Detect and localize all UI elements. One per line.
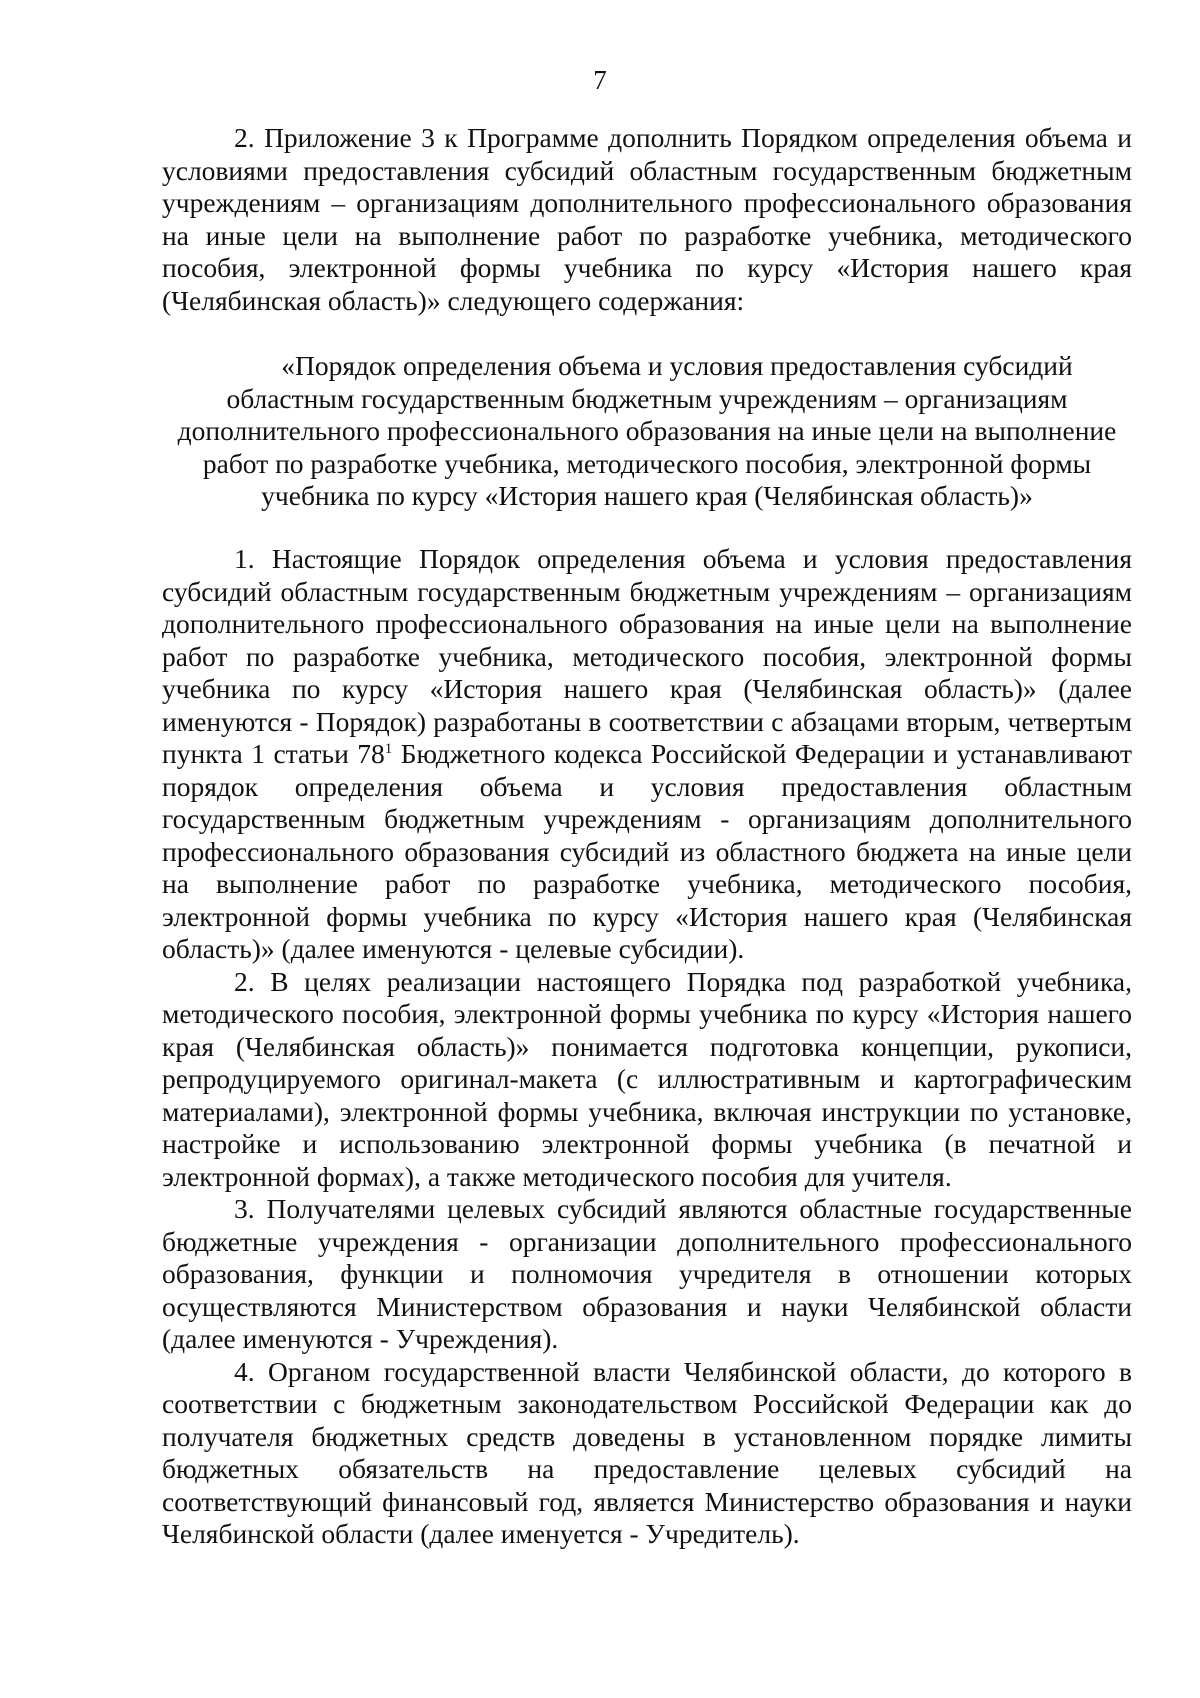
section-1-text-start: 1. Настоящие Порядок определения объема и условия предоставления субсидий областным государственным бюджетным учреждениям – организациям дополнительного профессионального образования на иные цели на выполнение работ по разработке учебника, методического пособия, электронной формы учебника по курсу «История нашего края (Челябинская область)» (далее именуются - Порядок) разработаны в соответствии с абзацами вторым, четвертым пункта 1 статьи 78 [162,543,1132,769]
title-line: работ по разработке учебника, методического пособия, электронной формы [202,447,1092,479]
intro-paragraph: 2. Приложение 3 к Программе дополнить Порядком определения объема и условиями предоставления субсидий областным государственным бюджетным учреждениям – организациям дополнительного профессионального образования на иные цели на выполнение работ по разработке учебника, методического пособия, электронной формы учебника по курсу «История нашего края (Челябинская область)» следующего содержания: [162,122,1132,316]
intro-section [162,122,1132,317]
title-line: учебника по курсу «История нашего края (Челябинская область)» [261,480,1033,511]
procedure-sections [162,543,1132,1551]
section-1-text-end: Бюджетного кодекса Российской Федерации и устанавливают порядок определения объема и условия предоставления областным государственным бюджетным учреждениям - организациям дополнительного профессионального образования субсидий из областного бюджета на иные цели на выполнение работ по разработке учебника, методического пособия, электронной формы учебника по курсу «История нашего края (Челябинская область)» (далее именуются - целевые субсидии). [162,738,1132,964]
section-paragraph-2: 2. В целях реализации настоящего Порядка под разработкой учебника, методического пособия, электронной формы учебника по курсу «История нашего края (Челябинская область)» понимается подготовка концепции, рукописи, репродуцируемого оригинал-макета (с иллюстративным и картографическим материалами), электронной формы учебника, включая инструкции по установке, настройке и использованию электронной формы учебника (в печатной и электронной формах), а также методического пособия для учителя. [162,965,1132,1192]
section-paragraph-3: 3. Получателями целевых субсидий являются областные государственные бюджетные учреждения - организации дополнительного профессионального образования, функции и полномочия учредителя в отношении которых осуществляются Министерством образования и науки Челябинской области (далее именуются - Учреждения). [162,1193,1132,1354]
title-line: дополнительного профессионального образования на иные цели на выполнение [177,415,1117,446]
article-superscript: 1 [384,740,393,757]
section-paragraph-1 [162,543,1132,966]
title-line: областным государственным бюджетным учреждениям – организациям [226,382,1068,414]
page-number: 7 [593,65,607,95]
section-paragraph-4: 4. Органом государственной власти Челябинской области, до которого в соответствии с бюджетным законодательством Российской Федерации как до получателя бюджетных средств доведены в установленном порядке лимиты бюджетных обязательств на предоставление целевых субсидий на соответствующий финансовый год, является Министерство образования и науки Челябинской области (далее именуется - Учредитель). [162,1355,1132,1549]
procedure-title [162,350,1132,513]
title-line: «Порядок определения объема и условия предоставления субсидий [281,350,1073,381]
